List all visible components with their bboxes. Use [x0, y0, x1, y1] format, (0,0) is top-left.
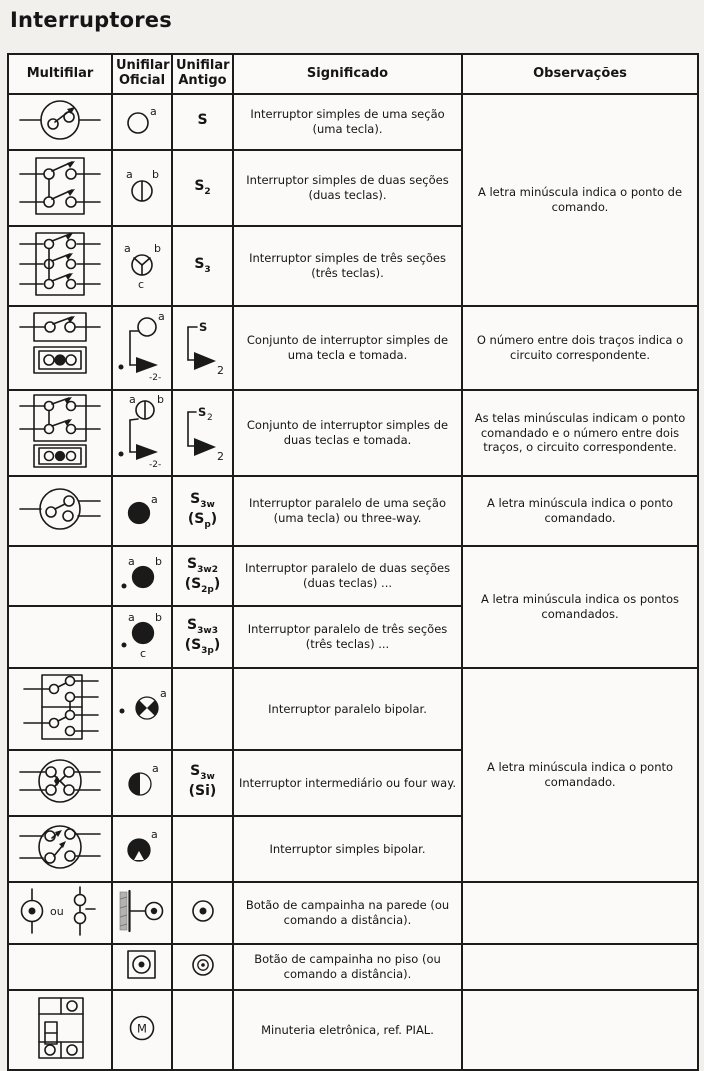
cell-antigo-7: [172, 546, 233, 606]
cell-oficial-2: [112, 150, 172, 226]
point-label-a: a: [128, 555, 135, 568]
antigo-code-S3w2: $S_{3w2}$ $(S_{2p})$: [184, 555, 221, 595]
cell-antigo-2: [172, 150, 233, 226]
unifilar-circle-abc-icon: [119, 239, 165, 289]
unifilar-filled-circle-abc-icon: [117, 611, 167, 659]
table-row: [8, 990, 698, 1070]
point-label-a: a: [126, 168, 133, 181]
point-label-c: c: [140, 647, 147, 659]
header-row: [8, 54, 698, 94]
header-unifilar-oficial: Unifilar Oficial: [112, 54, 172, 94]
observacao-rows-9-11: A letra minúscula indica o ponto comandado.: [462, 668, 698, 882]
antigo-switch-outlet-bracket-icon: [178, 314, 228, 378]
cell-antigo-11: [172, 816, 233, 882]
point-label-b: b: [154, 242, 161, 255]
header-multifilar: Multifilar: [8, 54, 112, 94]
cell-multifilar-3: [8, 226, 112, 306]
cell-antigo-1: [172, 94, 233, 150]
ou-label: ou: [50, 905, 64, 918]
observacao-row-12: [462, 882, 698, 944]
unifilar-circle-a-icon: [119, 102, 165, 138]
cell-multifilar-11: [8, 816, 112, 882]
multifilar-bell-push-icon: [12, 885, 112, 937]
antigo-code-S: S: [197, 111, 208, 128]
antigo-bell-push-icon: [186, 896, 220, 926]
observacao-row-5: As telas minúsculas indicam o ponto comandado e o número entre dois traços, o circuito correspondente.: [462, 390, 698, 476]
cell-antigo-10: [172, 750, 233, 816]
point-label-a: a: [150, 105, 157, 118]
table-row: [8, 390, 698, 476]
cell-antigo-9: [172, 668, 233, 750]
point-label-c: c: [138, 278, 145, 289]
significado-12: Botão de campainha na parede (ou comando a distância).: [233, 882, 462, 944]
point-label-a: a: [129, 394, 136, 406]
point-label-b: b: [157, 394, 164, 406]
circuit-number: 2: [216, 364, 224, 377]
observacao-rows-7-8: A letra minúscula indica os pontos comandados.: [462, 546, 698, 668]
significado-13: Botão de campainha no piso (ou comando a distância).: [233, 944, 462, 990]
cell-oficial-3: [112, 226, 172, 306]
cell-oficial-9: [112, 668, 172, 750]
significado-6: Interruptor paralelo de uma seção (uma tecla) ou three-way.: [233, 476, 462, 546]
significado-1: Interruptor simples de uma seção (uma tecla).: [233, 94, 462, 150]
unifilar-notched-filled-circle-a-icon: [119, 827, 165, 867]
significado-2: Interruptor simples de duas seções (duas teclas).: [233, 150, 462, 226]
cell-multifilar-4: [8, 306, 112, 390]
cell-multifilar-13: [8, 944, 112, 990]
table-row: [8, 944, 698, 990]
cell-multifilar-10: [8, 750, 112, 816]
switch-letter: S: [198, 320, 207, 334]
unifilar-circle-ab-icon: [119, 165, 165, 207]
multifilar-simple-bipolar-icon: [12, 819, 108, 875]
table-row: [8, 94, 698, 150]
cell-multifilar-8: [8, 606, 112, 668]
point-label-a: a: [128, 611, 135, 624]
circuit-label: -2-: [149, 460, 162, 468]
multifilar-simple-switch-icon: [12, 97, 108, 143]
cell-multifilar-9: [8, 668, 112, 750]
unifilar-switch-outlet-bracket-icon: [116, 310, 170, 382]
significado-10: Interruptor intermediário ou four way.: [233, 750, 462, 816]
point-label-a: a: [160, 687, 167, 700]
cell-multifilar-7: [8, 546, 112, 606]
unifilar-minuteria-m-icon: [124, 1010, 160, 1046]
significado-7: Interruptor paralelo de duas seções (duas teclas) ...: [233, 546, 462, 606]
cell-antigo-14: [172, 990, 233, 1070]
multifilar-two-switch-outlet-icon: [12, 393, 108, 469]
unifilar-filled-circle-ab-icon: [117, 553, 167, 595]
switch-letter: S: [197, 405, 206, 419]
point-label-a: a: [151, 493, 158, 506]
antigo-two-switch-outlet-bracket-icon: [178, 398, 228, 464]
cell-multifilar-14: [8, 990, 112, 1070]
cell-oficial-11: [112, 816, 172, 882]
page-title: Interruptores: [10, 8, 172, 32]
antigo-code-S3w-Si: $S_{3w}$ (Si): [188, 762, 217, 799]
circuit-label: -2-: [149, 373, 162, 382]
unifilar-filled-circle-a-icon: [119, 490, 165, 528]
observacao-row-14: [462, 990, 698, 1070]
point-label-a: a: [158, 310, 165, 323]
antigo-code-S3: $S_3$: [194, 255, 211, 275]
unifilar-two-switch-outlet-bracket-icon: [116, 394, 170, 468]
cell-oficial-14: [112, 990, 172, 1070]
cell-oficial-10: [112, 750, 172, 816]
header-unifilar-antigo: Unifilar Antigo: [172, 54, 233, 94]
significado-8: Interruptor paralelo de três seções (três teclas) ...: [233, 606, 462, 668]
observacao-row-13: [462, 944, 698, 990]
header-significado: Significado: [233, 54, 462, 94]
point-label-a: a: [151, 828, 158, 841]
point-label-b: b: [152, 168, 159, 181]
antigo-code-S3w3: $S_{3w3}$ $(S_{3p})$: [184, 616, 221, 656]
multifilar-four-way-icon: [12, 753, 108, 809]
cell-antigo-3: [172, 226, 233, 306]
cell-multifilar-6: [8, 476, 112, 546]
multifilar-parallel-bipolar-icon: [14, 671, 106, 743]
significado-11: Interruptor simples bipolar.: [233, 816, 462, 882]
multifilar-switch-outlet-icon: [12, 309, 108, 383]
significado-4: Conjunto de interruptor simples de uma tecla e tomada.: [233, 306, 462, 390]
multifilar-three-way-icon: [12, 479, 108, 539]
table-row: [8, 306, 698, 390]
cell-multifilar-12: [8, 882, 112, 944]
significado-9: Interruptor paralelo bipolar.: [233, 668, 462, 750]
multifilar-three-section-switch-icon: [12, 229, 108, 299]
table-row: [8, 476, 698, 546]
cell-antigo-8: [172, 606, 233, 668]
multifilar-two-section-switch-icon: [12, 153, 108, 219]
cell-oficial-7: [112, 546, 172, 606]
cell-multifilar-2: [8, 150, 112, 226]
table-row: [8, 668, 698, 750]
antigo-floor-bell-push-icon: [186, 950, 220, 980]
cell-oficial-4: [112, 306, 172, 390]
significado-3: Interruptor simples de três seções (três teclas).: [233, 226, 462, 306]
cell-oficial-1: [112, 94, 172, 150]
point-label-a: a: [152, 762, 159, 775]
cell-antigo-5: [172, 390, 233, 476]
multifilar-minuteria-icon: [24, 993, 96, 1063]
observacao-row-4: O número entre dois traços indica o circuito correspondente.: [462, 306, 698, 390]
cell-antigo-13: [172, 944, 233, 990]
point-label-b: b: [155, 555, 162, 568]
cell-oficial-12: [112, 882, 172, 944]
observacao-rows-1-3: A letra minúscula indica o ponto de comando.: [462, 94, 698, 306]
unifilar-wall-bell-push-icon: [116, 886, 172, 936]
table-row: [8, 546, 698, 606]
switch-subscript: 2: [206, 413, 213, 423]
cell-oficial-6: [112, 476, 172, 546]
antigo-code-S2: $S_2$: [194, 177, 211, 197]
significado-5: Conjunto de interruptor simples de duas teclas e tomada.: [233, 390, 462, 476]
antigo-code-S3w: $S_{3w}$ $(S_p)$: [187, 490, 218, 530]
significado-14: Minuteria eletrônica, ref. PIAL.: [233, 990, 462, 1070]
cell-oficial-13: [112, 944, 172, 990]
unifilar-bowtie-circle-a-icon: [116, 686, 170, 728]
header-observacoes: Observações: [462, 54, 698, 94]
unifilar-floor-bell-push-icon: [123, 947, 161, 983]
symbols-table: [7, 53, 699, 1071]
cell-oficial-8: [112, 606, 172, 668]
minuteria-m-label: M: [137, 1021, 147, 1036]
point-label-b: b: [155, 611, 162, 624]
unifilar-half-filled-circle-a-icon: [119, 761, 165, 801]
cell-multifilar-1: [8, 94, 112, 150]
cell-oficial-5: [112, 390, 172, 476]
cell-multifilar-5: [8, 390, 112, 476]
circuit-number: 2: [216, 450, 224, 463]
point-label-a: a: [124, 242, 131, 255]
table-row: [8, 882, 698, 944]
cell-antigo-6: [172, 476, 233, 546]
cell-antigo-12: [172, 882, 233, 944]
cell-antigo-4: [172, 306, 233, 390]
observacao-row-6: A letra minúscula indica o ponto comandado.: [462, 476, 698, 546]
